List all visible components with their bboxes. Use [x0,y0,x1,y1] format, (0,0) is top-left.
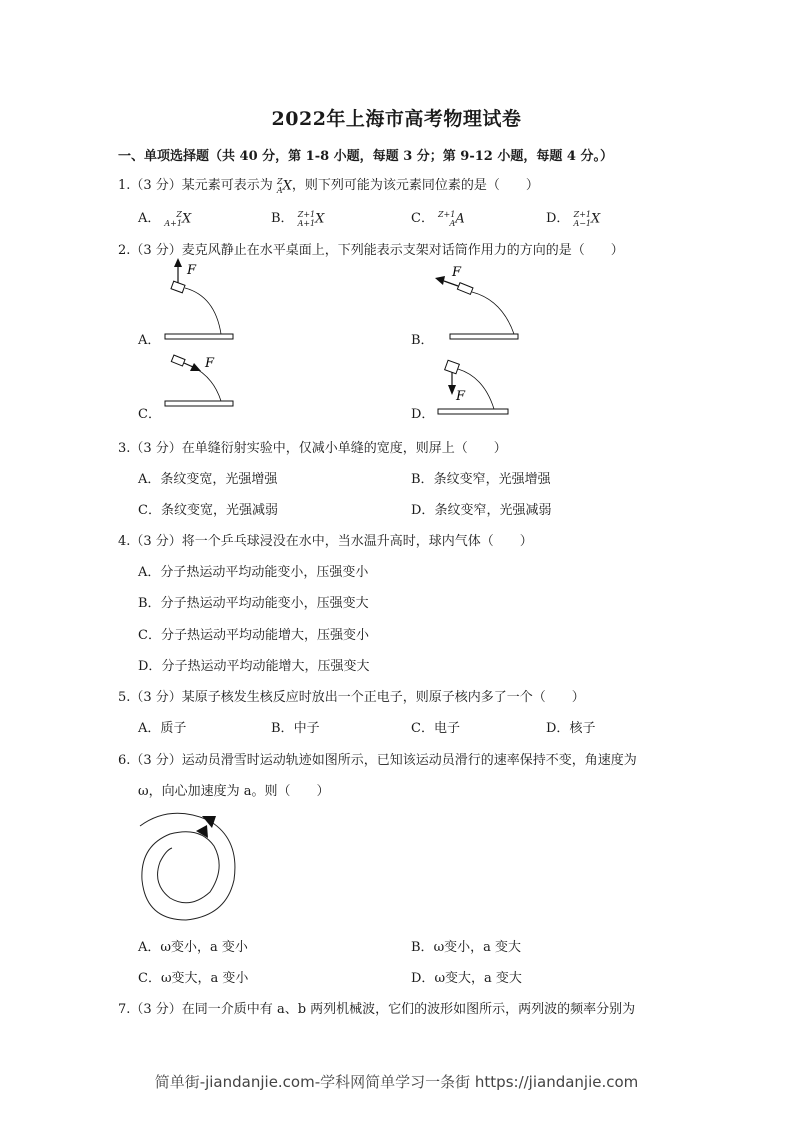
svg-text:F: F [456,389,466,404]
question-4-option-c[interactable]: C．分子热运动平均动能增大，压强变小 [138,628,369,643]
question-1-option-a[interactable]: A． Z A+1 X [138,209,192,228]
nuclide-notation: Z A X [276,176,292,195]
question-1-stem-pre: 1.（3 分）某元素可表示为 [118,178,273,193]
question-6-stem-line-1: 6.（3 分）运动员滑雪时运动轨迹如图所示，已知该运动员滑行的速率保持不变，角速度为 [118,753,637,768]
question-3-option-b[interactable]: B．条纹变窄，光强增强 [411,472,551,487]
question-2-option-d-label[interactable]: D． [411,407,435,422]
question-2-stem: 2.（3 分）麦克风静止在水平桌面上，下列能表示支架对话筒作用力的方向的是（ ） [118,243,624,258]
question-2-option-a-label[interactable]: A． [138,333,161,348]
microphone-diagram-d [430,357,520,419]
question-5-option-c[interactable]: C．电子 [411,721,460,736]
question-3-stem: 3.（3 分）在单缝衍射实验中，仅减小单缝的宽度，则屏上（ ） [118,441,507,456]
question-3-option-a[interactable]: A．条纹变宽，光强增强 [138,472,278,487]
footer-watermark: 简单街-jiandanjie.com-学科网简单学习一条街 https://jiandanjie.com [154,1073,639,1091]
section-heading: 一、单项选择题（共 40 分，第 1-8 小题，每题 3 分；第 9-12 小题，每题 4 分。） [118,149,613,164]
question-3-option-c[interactable]: C．条纹变宽，光强减弱 [138,503,278,518]
microphone-diagram-a [155,258,245,348]
svg-text:F: F [452,265,462,280]
question-4-stem: 4.（3 分）将一个乒乓球浸没在水中，当水温升高时，球内气体（ ） [118,534,533,549]
question-1-option-d[interactable]: D． Z+1 A−1 X [546,209,601,228]
question-4-option-a[interactable]: A．分子热运动平均动能变小，压强变小 [138,565,369,580]
question-6-option-c[interactable]: C．ω变大，a 变小 [138,971,249,986]
question-6-option-d[interactable]: D．ω变大，a 变大 [411,971,522,986]
question-4-option-b[interactable]: B．分子热运动平均动能变小，压强变大 [138,596,369,611]
spiral-trajectory-diagram [130,806,250,926]
question-2-option-c-label[interactable]: C． [138,407,161,422]
page-title: 2022年上海市高考物理试卷 [271,108,522,130]
question-4-option-d[interactable]: D．分子热运动平均动能增大，压强变大 [138,659,370,674]
microphone-diagram-c [155,352,245,412]
question-6-option-b[interactable]: B．ω变小，a 变大 [411,940,522,955]
question-5-option-a[interactable]: A．质子 [138,721,187,736]
question-2-option-b-label[interactable]: B． [411,333,434,348]
question-1-option-c[interactable]: C． Z+1 A A [411,209,465,228]
svg-text:F: F [205,356,215,371]
microphone-diagram-b [430,262,530,348]
question-1-stem [118,174,539,195]
svg-text:F: F [187,263,197,278]
question-7-stem: 7.（3 分）在同一介质中有 a、b 两列机械波，它们的波形如图所示，两列波的频率分别为 [118,1002,636,1017]
question-6-option-a[interactable]: A．ω变小，a 变小 [138,940,248,955]
question-6-stem-line-2: ω，向心加速度为 a。则（ ） [138,784,330,799]
question-1-option-b[interactable]: B． Z+1 A+1 X [271,209,325,228]
question-5-stem: 5.（3 分）某原子核发生核反应时放出一个正电子，则原子核内多了一个（ ） [118,690,585,705]
question-5-option-d[interactable]: D．核子 [546,721,596,736]
question-5-option-b[interactable]: B．中子 [271,721,320,736]
question-1-stem-post: ，则下列可能为该元素同位素的是（ ） [291,178,539,193]
question-3-option-d[interactable]: D．条纹变窄，光强减弱 [411,503,552,518]
